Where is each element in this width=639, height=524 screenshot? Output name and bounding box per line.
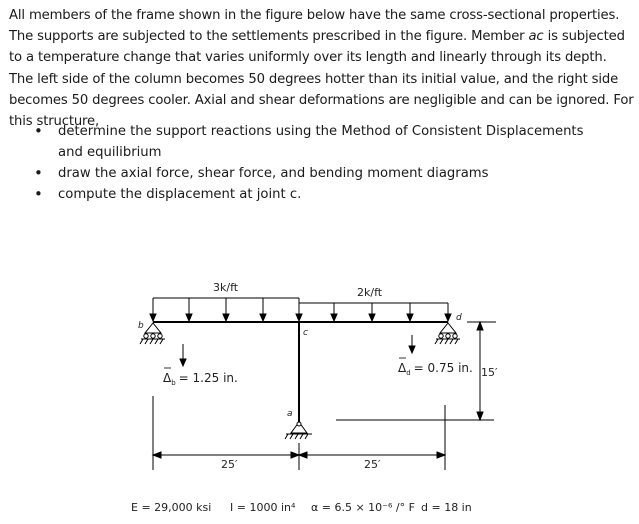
settlement-label-b: $\Delta_b = 1.25$ in. (163, 371, 238, 387)
prop-modulus: E = 29,000 ksi (131, 501, 212, 514)
joint-label-b: b (138, 321, 144, 331)
span-label-left: 25′ (221, 458, 238, 471)
joint-label-c: c (303, 328, 308, 338)
roller-support-b (140, 323, 165, 344)
joint-label-a: a (287, 409, 293, 419)
span-label-right: 25′ (364, 458, 381, 471)
settlement-label-d: $\Delta_d = 0.75$ in. (398, 361, 473, 377)
prop-thermal-coeff: α = 6.5 × 10⁻⁶ /° F (311, 501, 415, 514)
task-item: • determine the support reactions using the Method of Consistent Displacements and equilibrium (0, 121, 600, 163)
task-item: • compute the displacement at joint c. (0, 184, 600, 205)
joint-label-d: d (456, 313, 462, 323)
settlement-arrow-b (180, 344, 186, 366)
prop-depth: d = 18 in (421, 501, 472, 514)
height-label: 15′ (481, 366, 498, 379)
settlement-arrow-d (409, 335, 415, 353)
prop-inertia: I = 1000 in⁴ (230, 501, 296, 514)
load-label-left: 3k/ft (213, 281, 239, 294)
load-label-right: 2k/ft (357, 286, 383, 299)
roller-support-d (435, 323, 460, 344)
intro-text-1: All members of the frame shown in the figure below have the same cross-sectional properties. The supports are subjected to the settlements prescribed in the figure. Member (9, 8, 620, 45)
distributed-load-right (299, 303, 451, 321)
pin-support-a (285, 422, 312, 439)
member-label: ac (528, 29, 544, 45)
task-item: • draw the axial force, shear force, and bending moment diagrams (0, 163, 600, 184)
distributed-load-left (150, 298, 302, 321)
intro-text-2: is subjected to a temperature change that varies uniformly over its length and linearly through its depth. The left side of the column becomes 50 degrees hotter than its initial value, and the right side becomes 50 degrees cooler. Axial and shear deformations are negligible and can be ignored. For this structure, (9, 29, 634, 130)
